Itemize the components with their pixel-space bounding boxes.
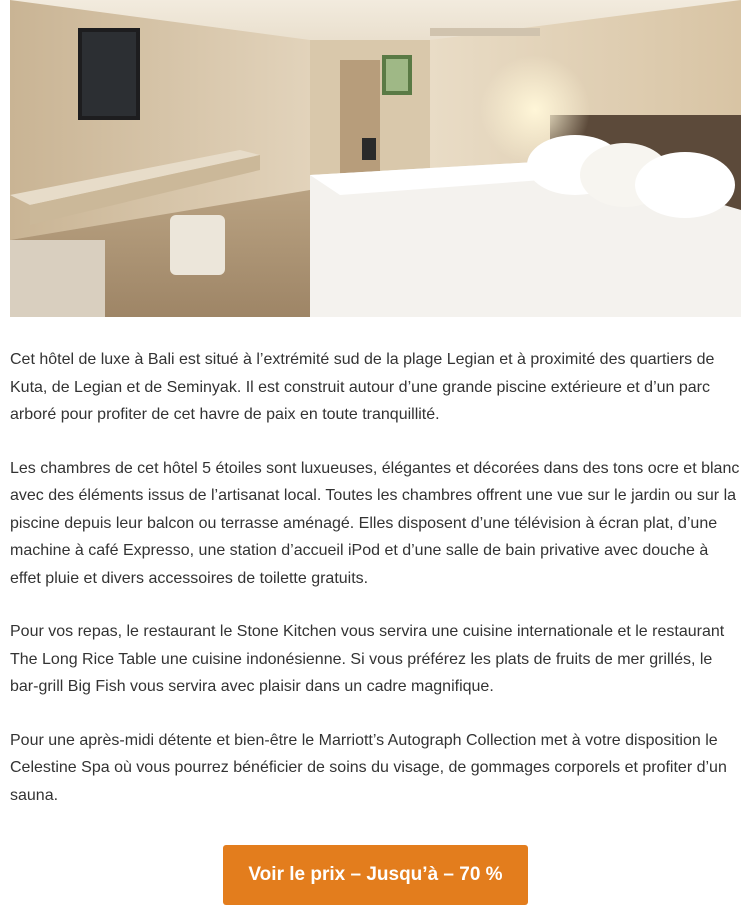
paragraph-dining: Pour vos repas, le restaurant le Stone Kitchen vous servira une cuisine internationale et le restaurant The Long Rice Table une cuisine indonésienne. Si vous préférez les plats de fruits de mer grillés, le bar-grill Big Fish vous servira avec plaisir dans un cadre magnifique. — [10, 623, 725, 695]
paragraph-location: Cet hôtel de luxe à Bali est situé à l’extrémité sud de la plage Legian et à proximité des quartiers de Kuta, de Legian et de Seminyak. Il est construit autour d’une grande piscine extérieure et d’un parc arboré pour profiter de cet havre de paix en toute tranquillité. — [10, 351, 715, 423]
hotel-room-image — [10, 0, 741, 317]
paragraph-spa: Pour une après-midi détente et bien-être le Marriott’s Autograph Collection met à votre disposition le Celestine Spa où vous pourrez bénéficier de soins du visage, de gommages corporels et profiter d’un sauna. — [10, 731, 727, 804]
hotel-room-photo — [10, 0, 741, 317]
article-body — [10, 346, 741, 835]
paragraph-rooms: Les chambres de cet hôtel 5 étoiles sont luxueuses, élégantes et décorées dans des tons ocre et blanc avec des éléments issus de l’artisanat local. Toutes les chambres offrent une vue sur le jardin ou sur la piscine depuis leur balcon ou terrasse aménagé. Elles disposent d’une télévision à écran plat, d’une machine à café Expresso, une station d’accueil iPod et d’une salle de bain privative avec douche à effet pluie et divers accessoires de toilette gratuits. — [10, 459, 740, 587]
cta-container — [0, 845, 751, 905]
see-price-button[interactable]: Voir le prix – Jusqu’à – 70 % — [223, 845, 528, 905]
